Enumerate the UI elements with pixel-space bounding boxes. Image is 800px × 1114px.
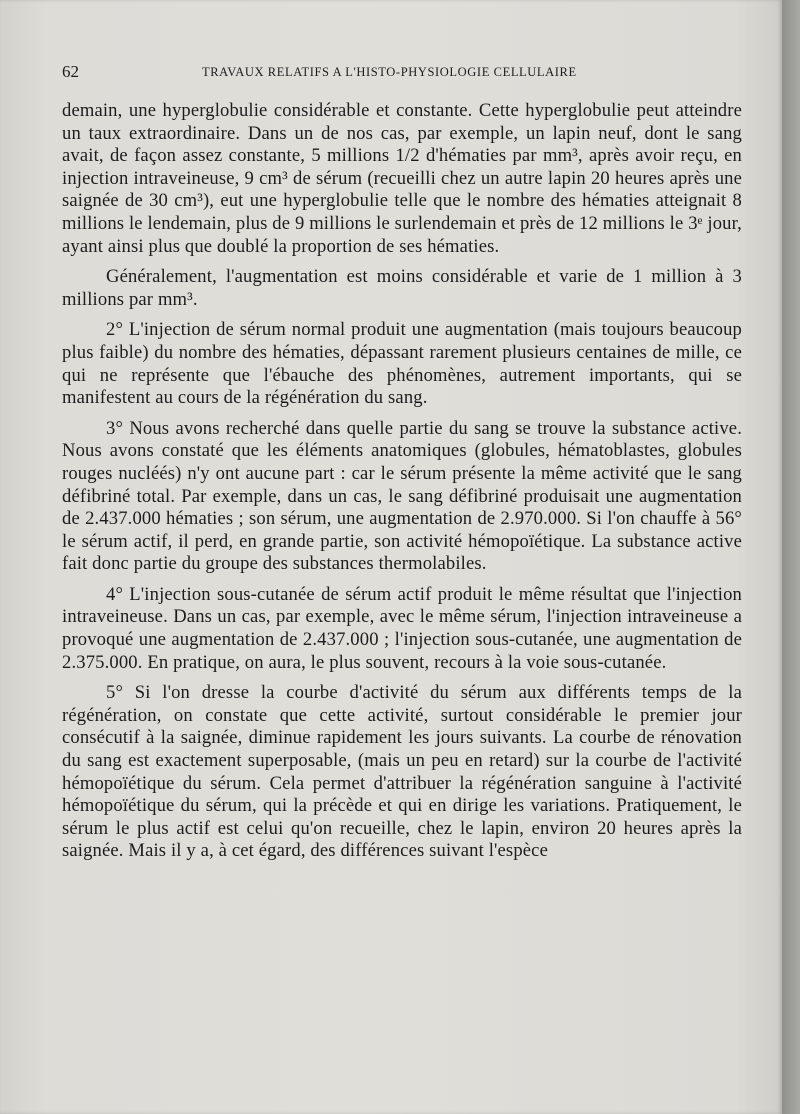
scan-edge: [782, 0, 800, 1114]
paragraph-4: 3° Nous avons recherché dans quelle partie du sang se trouve la substance active. Nous avons constaté que les éléments anatomiques (globules, hématoblastes, globules rouges nucléés) n'y ont aucune part : car le sérum présente la même activité que le sang défibriné total. Par exemple, dans un cas, le sang défibriné produisait une augmentation de 2.437.000 hématies ; son sérum, une augmentation de 2.970.000. Si l'on chauffe à 56° le sérum actif, il perd, en grande partie, son activité hémopoïétique. La substance active fait donc partie du groupe des substances thermolabiles.: [62, 417, 742, 575]
running-title: TRAVAUX RELATIFS A L'HISTO-PHYSIOLOGIE CELLULAIRE: [202, 65, 577, 79]
body-text: [62, 100, 742, 871]
paragraph-1: demain, une hyperglobulie considérable et constante. Cette hyperglobulie peut atteindre un taux extraordinaire. Dans un de nos cas, par exemple, un lapin neuf, dont le sang avait, de façon assez constante, 5 millions 1/2 d'hématies par mm³, après avoir reçu, en injection intraveineuse, 9 cm³ de sérum (recueilli chez un autre lapin 20 heures après une saignée de 30 cm³), eut une hyperglobulie telle que le nombre des hématies atteignait 8 millions le lendemain, plus de 9 millions le surlendemain et près de 12 millions le 3ᵉ jour, ayant ainsi plus que doublé la proportion de ses hématies.: [62, 100, 742, 257]
paragraph-2: Généralement, l'augmentation est moins considérable et varie de 1 million à 3 millions par mm³.: [62, 266, 742, 310]
paragraph-6: 5° Si l'on dresse la courbe d'activité du sérum aux différents temps de la régénération, on constate que cette activité, surtout considérable le premier jour consécutif à la saignée, diminue rapidement les jours suivants. La courbe de rénovation du sang est exactement superposable, (mais un peu en retard) sur la courbe de l'activité hémopoïétique du sérum. Cela permet d'attribuer la régénération sanguine à l'activité hémopoïétique du sérum, qui la précède et qui en dirige les variations. Pratiquement, le sérum le plus actif est celui qu'on recueille, chez le lapin, environ 20 heures après la saignée. Mais il y a, à cet égard, des différences suivant l'espèce: [62, 682, 742, 862]
page-header: [62, 62, 742, 86]
paragraph-5: 4° L'injection sous-cutanée de sérum actif produit le même résultat que l'injection intraveineuse. Dans un cas, par exemple, avec le même sérum, l'injection intraveineuse a provoqué une augmentation de 2.437.000 ; l'injection sous-cutanée, une augmentation de 2.375.000. En pratique, on aura, le plus souvent, recours à la voie sous-cutanée.: [62, 583, 742, 673]
paragraph-3: 2° L'injection de sérum normal produit une augmentation (mais toujours beaucoup plus faible) du nombre des hématies, dépassant rarement plusieurs centaines de mille, ce qui ne représente que l'ébauche des phénomènes, autrement importants, qui se manifestent au cours de la régénération du sang.: [62, 319, 742, 409]
page-number: 62: [62, 62, 79, 81]
